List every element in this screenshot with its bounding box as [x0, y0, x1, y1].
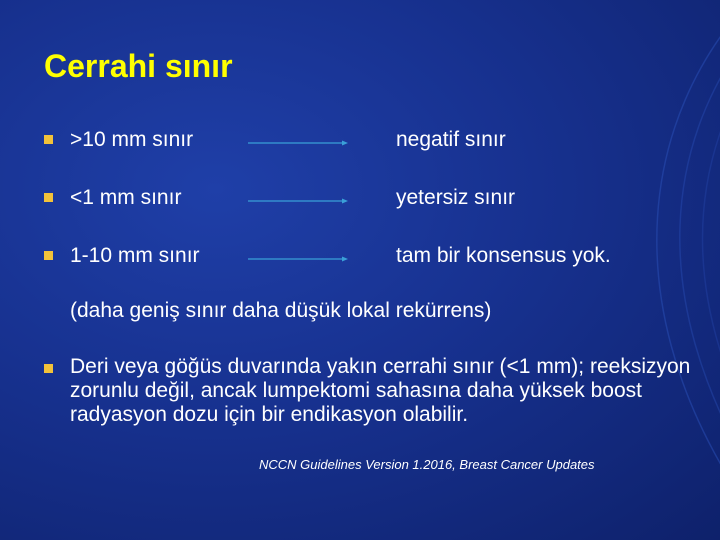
arrow-right-icon	[248, 140, 348, 146]
bullet-label: 1-10 mm sınır	[70, 244, 200, 267]
bullet-square-icon	[44, 364, 53, 373]
note-text: (daha geniş sınır daha düşük lokal rekürrens)	[70, 299, 492, 322]
paragraph-text: Deri veya göğüs duvarında yakın cerrahi sınır (<1 mm); reeksizyon zorunlu değil, ancak lumpektomi sahasına daha yüksek boost radyasyon dozu için bir endikasyon olabilir.	[70, 355, 691, 426]
bullet-value: yetersiz sınır	[396, 186, 516, 209]
bullet-label: >10 mm sınır	[70, 128, 194, 151]
bullet-label: <1 mm sınır	[70, 186, 182, 209]
arrow-right-icon	[248, 198, 348, 204]
bullet-square-icon	[44, 193, 53, 202]
citation: NCCN Guidelines Version 1.2016, Breast Cancer Updates	[259, 457, 595, 472]
bullet-value: negatif sınır	[396, 128, 506, 151]
slide-title: Cerrahi sınır	[44, 48, 233, 84]
bullet-square-icon	[44, 135, 53, 144]
bullet-square-icon	[44, 251, 53, 260]
bullet-value: tam bir konsensus yok.	[396, 244, 611, 267]
arrow-right-icon	[248, 256, 348, 262]
